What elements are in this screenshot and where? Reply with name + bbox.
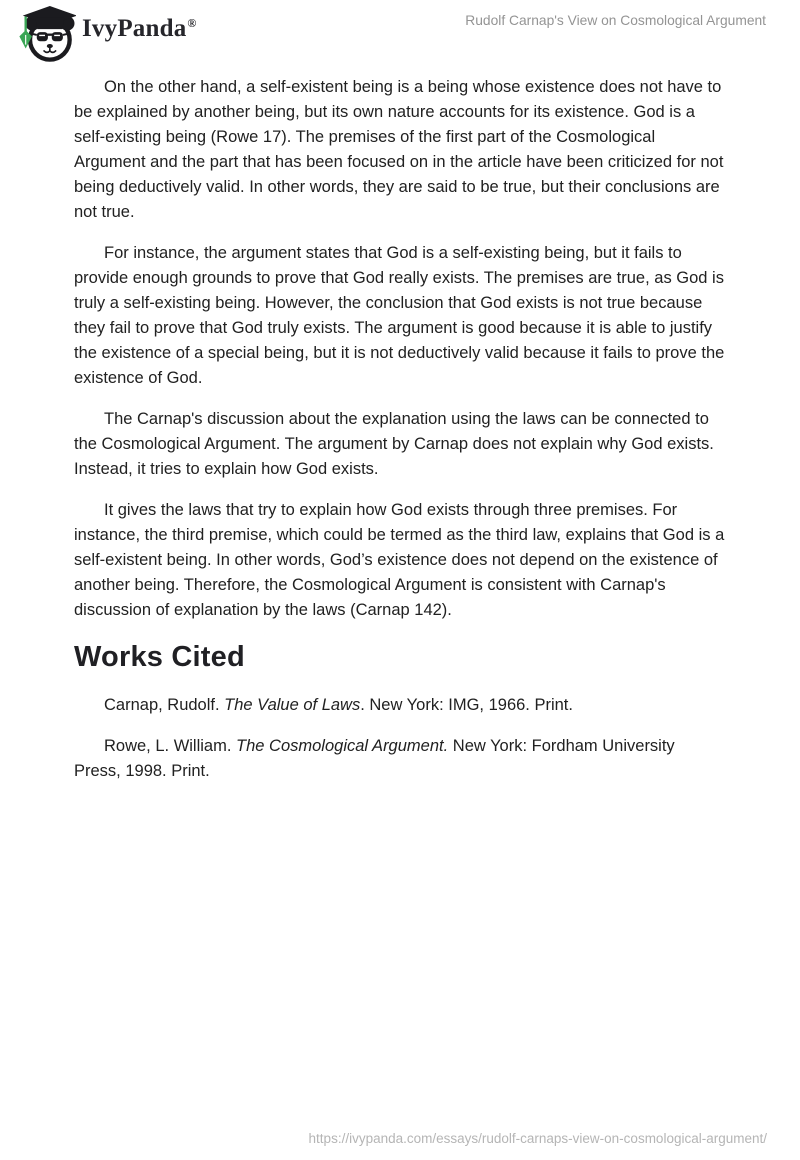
citation-entry xyxy=(74,734,726,784)
page-header xyxy=(0,0,800,66)
citation-text: . New York: IMG, 1966. Print. xyxy=(360,696,573,714)
source-url: https://ivypanda.com/essays/rudolf-carnaps-view-on-cosmological-argument/ xyxy=(308,1131,767,1146)
citation-text: New York: Fordham University Press, 1998. Print. xyxy=(74,737,675,780)
brand-wordmark xyxy=(82,15,197,43)
essay-paragraph: The Carnap's discussion about the explanation using the laws can be connected to the Cosmological Argument. The argument by Carnap does not explain why God exists. Instead, it tries to explain how God exists. xyxy=(74,410,714,478)
registered-trademark-symbol: ® xyxy=(187,16,197,30)
citation-text: Rowe, L. William. xyxy=(104,737,237,755)
citation-entry xyxy=(74,693,726,718)
citation-work-title: The Cosmological Argument. xyxy=(236,737,449,755)
essay-content xyxy=(74,75,726,800)
brand-name: IvyPanda xyxy=(82,15,187,42)
citation-text: Carnap, Rudolf. xyxy=(104,696,225,714)
works-cited-heading: Works Cited xyxy=(74,641,245,673)
essay-paragraph: On the other hand, a self-existent being is a being whose existence does not have to be explained by another being, but its own nature accounts for its existence. God is a self-existing being (Rowe 17). The premises of the first part of the Cosmological Argument and the part that has been focused on in the article have been criticized for not being deductively valid. In other words, they are said to be true, but their conclusions are not true. xyxy=(74,78,724,221)
essay-paragraph: It gives the laws that try to explain how God exists through three premises. For instance, the third premise, which could be termed as the third law, explains that God is a self-existent being. In other words, God’s existence does not depend on the existence of another being. Therefore, the Cosmological Argument is consistent with Carnap's discussion of explanation by the laws (Carnap 142). xyxy=(74,501,725,619)
essay-paragraph: For instance, the argument states that God is a self-existing being, but it fails to provide enough grounds to prove that God really exists. The premises are true, as God is truly a self-existing being. However, the conclusion that God exists is not true because they fail to prove that God truly exists. The argument is good because it is able to justify the existence of a special being, but it is not deductively valid because it fails to prove the existence of God. xyxy=(74,244,725,387)
citation-work-title: The Value of Laws xyxy=(224,696,361,714)
ivypanda-panda-logo-icon xyxy=(14,5,76,63)
document-title: Rudolf Carnap's View on Cosmological Argument xyxy=(465,13,766,28)
